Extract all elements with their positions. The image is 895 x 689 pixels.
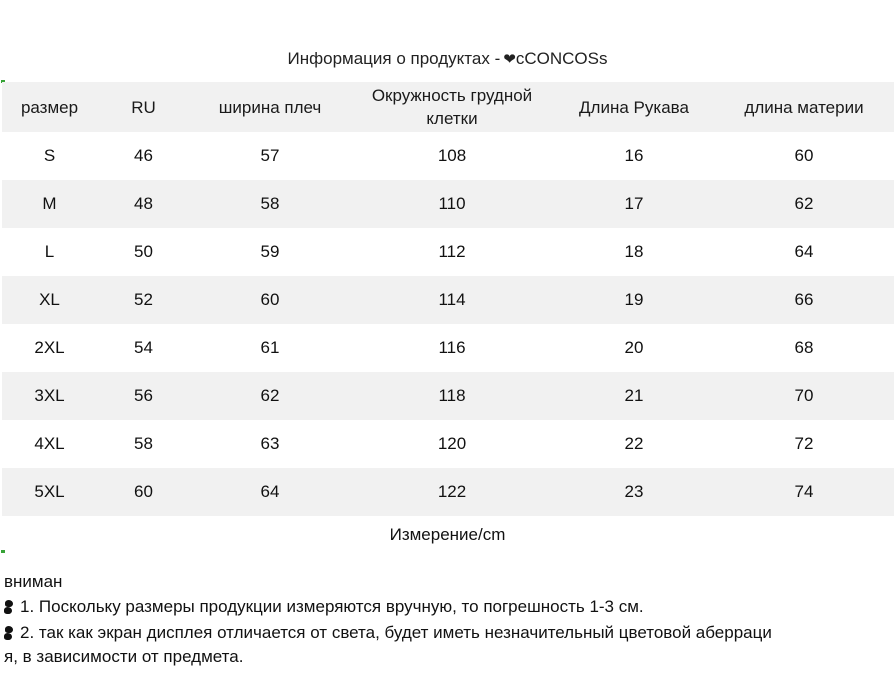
- cell-chest-girth: 112: [438, 242, 466, 261]
- cell-chest-girth: 118: [438, 386, 466, 405]
- table-row: [2, 372, 894, 420]
- cell-chest-girth: 108: [437, 146, 467, 165]
- cell-size: L: [44, 242, 55, 261]
- cell-size: XL: [39, 290, 60, 309]
- notes-heading: вниман: [4, 572, 63, 591]
- table-row: [2, 276, 894, 324]
- cell-shoulder-width: 57: [260, 146, 280, 165]
- cell-chest-girth: 120: [437, 434, 467, 453]
- cell-ru: 60: [134, 482, 153, 501]
- table-row: [2, 420, 894, 468]
- cell-sleeve-length: 17: [624, 194, 644, 213]
- size-table: [2, 82, 894, 516]
- cell-shoulder-width: 60: [260, 290, 280, 309]
- table-row: [2, 180, 894, 228]
- header-ru: RU: [131, 97, 156, 117]
- cell-sleeve-length: 20: [624, 338, 644, 357]
- cell-shoulder-width: 62: [260, 386, 280, 405]
- table-row: [2, 132, 894, 180]
- cell-size: 3XL: [34, 386, 65, 405]
- table-header-row: [2, 82, 894, 132]
- cell-chest-girth: 122: [437, 482, 467, 501]
- note-text-2: 2. так как экран дисплея отличается от света, будет иметь незначительный цветовой аберраци: [20, 623, 772, 642]
- header-garment-length: длина материи: [744, 97, 864, 117]
- cell-chest-girth: 114: [438, 290, 466, 309]
- cell-sleeve-length: 22: [624, 434, 644, 453]
- cell-sleeve-length: 19: [624, 290, 644, 309]
- green-tick-mark: [1, 550, 5, 553]
- cell-ru: 56: [134, 386, 153, 405]
- cell-garment-length: 64: [794, 242, 814, 261]
- header-shoulder-width: ширина плеч: [218, 97, 322, 117]
- note-text-1: 1. Поскольку размеры продукции измеряются вручную, то погрешность 1-3 см.: [20, 597, 644, 616]
- cell-shoulder-width: 64: [260, 482, 280, 501]
- table-row: [2, 228, 894, 276]
- measurement-unit-label: Измерение/cm: [389, 525, 506, 544]
- cell-ru: 52: [134, 290, 153, 309]
- cell-garment-length: 70: [794, 386, 814, 405]
- cell-shoulder-width: 61: [260, 338, 280, 357]
- table-row: [2, 324, 894, 372]
- cell-garment-length: 66: [794, 290, 814, 309]
- note-line-2: [4, 621, 889, 645]
- cell-shoulder-width: 63: [260, 434, 280, 453]
- cell-ru: 50: [134, 242, 153, 261]
- page-title: [0, 47, 895, 72]
- cell-ru: 58: [134, 434, 153, 453]
- header-sleeve-length: Длина Рукава: [579, 97, 689, 117]
- note-line-1: [4, 595, 889, 619]
- cell-garment-length: 72: [794, 434, 814, 453]
- table-row: [2, 468, 894, 516]
- cell-sleeve-length: 18: [624, 242, 644, 261]
- cell-size: S: [43, 146, 56, 165]
- cell-shoulder-width: 58: [260, 194, 280, 213]
- bullet-blob-icon: [4, 600, 14, 614]
- cell-ru: 48: [134, 194, 153, 213]
- cell-ru: 46: [134, 146, 153, 165]
- cell-size: 2XL: [34, 338, 65, 357]
- cell-garment-length: 74: [794, 482, 814, 501]
- cell-garment-length: 68: [794, 338, 814, 357]
- note-line-3: я, в зависимости от предмета.: [4, 647, 244, 666]
- heart-icon: ❤: [503, 51, 516, 68]
- cell-garment-length: 60: [794, 146, 814, 165]
- cell-sleeve-length: 23: [624, 482, 644, 501]
- cell-chest-girth: 110: [438, 194, 466, 213]
- cell-sleeve-length: 21: [624, 386, 644, 405]
- cell-size: 5XL: [34, 482, 65, 501]
- cell-sleeve-length: 16: [624, 146, 644, 165]
- header-chest-girth: Окружность грудной клетки: [371, 86, 533, 128]
- cell-shoulder-width: 59: [260, 242, 280, 261]
- bullet-blob-icon: [4, 626, 14, 640]
- cell-size: M: [42, 194, 57, 213]
- cell-size: 4XL: [34, 434, 65, 453]
- brand-name: cCONCOSs: [515, 49, 608, 68]
- title-text: Информация о продуктах -: [287, 49, 501, 68]
- cell-ru: 54: [134, 338, 153, 357]
- cell-garment-length: 62: [794, 194, 814, 213]
- cell-chest-girth: 116: [438, 338, 466, 357]
- header-size: размер: [20, 97, 79, 117]
